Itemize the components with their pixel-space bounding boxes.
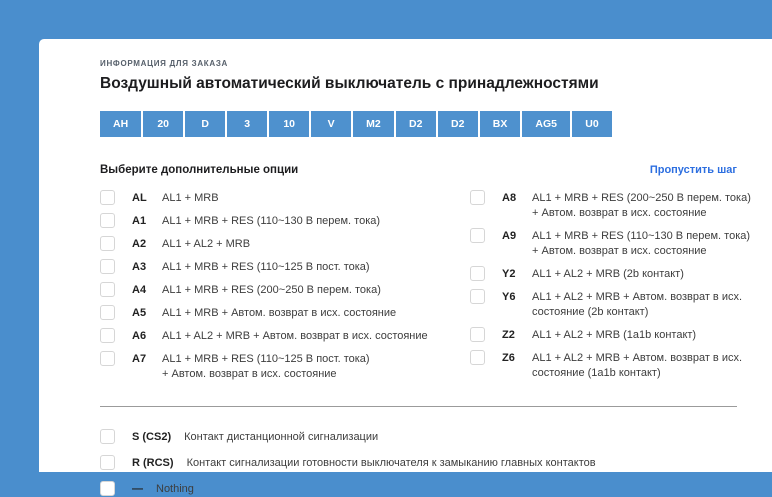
option-checkbox[interactable] — [100, 305, 115, 320]
order-code-token[interactable]: V — [311, 111, 351, 137]
option-description: AL1 + MRB + RES (200~250 В перем. тока) — [162, 284, 381, 296]
option-code: A6 — [132, 330, 147, 342]
eyebrow-label: ИНФОРМАЦИЯ ДЛЯ ЗАКАЗА — [100, 59, 229, 68]
option-code: A9 — [502, 230, 517, 242]
page-title: Воздушный автоматический выключатель с принадлежностями — [100, 75, 599, 92]
option-row — [100, 429, 737, 445]
option-row — [470, 266, 751, 282]
order-code-token[interactable]: 10 — [269, 111, 309, 137]
option-code: — — [132, 483, 143, 495]
option-checkbox[interactable] — [100, 481, 115, 496]
option-row — [100, 455, 737, 471]
option-checkbox[interactable] — [470, 350, 485, 365]
option-checkbox[interactable] — [100, 351, 115, 366]
section-divider — [100, 406, 737, 407]
options-heading: Выберите дополнительные опции — [100, 164, 299, 176]
option-code: A3 — [132, 261, 147, 273]
option-description: AL1 + MRB + RES (110~125 В пост. тока) — [162, 261, 370, 273]
option-code: Z6 — [502, 352, 515, 364]
option-row — [100, 481, 737, 497]
option-description: AL1 + MRB + RES (110~130 В перем. тока) + Автом. возврат в исх. состояние — [532, 230, 751, 257]
option-checkbox[interactable] — [470, 228, 485, 243]
option-checkbox[interactable] — [100, 455, 115, 470]
option-description: AL1 + AL2 + MRB — [162, 238, 251, 250]
option-row — [100, 282, 470, 298]
order-info-card — [39, 39, 772, 495]
option-row — [470, 190, 751, 221]
option-checkbox[interactable] — [100, 236, 115, 251]
option-code: Z2 — [502, 329, 515, 341]
options-grid — [100, 190, 751, 389]
option-checkbox[interactable] — [100, 282, 115, 297]
option-description: AL1 + MRB + RES (110~130 В перем. тока) — [162, 215, 381, 227]
option-description: Nothing — [156, 483, 194, 495]
option-row — [100, 213, 470, 229]
option-checkbox[interactable] — [100, 259, 115, 274]
option-checkbox[interactable] — [100, 213, 115, 228]
option-code: A5 — [132, 307, 147, 319]
option-row — [100, 305, 470, 321]
option-code: Y2 — [502, 268, 516, 280]
option-description: Контакт дистанционной сигнализации — [184, 431, 379, 443]
options-header — [100, 164, 737, 176]
option-code: A7 — [132, 353, 147, 365]
option-row — [100, 351, 470, 382]
option-row — [100, 328, 470, 344]
option-row — [470, 350, 751, 381]
option-row — [470, 289, 751, 320]
option-row — [100, 190, 470, 206]
option-checkbox[interactable] — [470, 289, 485, 304]
option-code: A2 — [132, 238, 147, 250]
order-code-token[interactable]: AG5 — [522, 111, 570, 137]
option-code: A1 — [132, 215, 147, 227]
option-description: AL1 + AL2 + MRB + Автом. возврат в исх. состояние — [162, 330, 428, 342]
order-code-token[interactable]: 3 — [227, 111, 267, 137]
option-code: Y6 — [502, 291, 516, 303]
options-column-left — [100, 190, 470, 389]
option-description: AL1 + MRB + RES (110~125 В пост. тока) + Автом. возврат в исх. состояние — [162, 353, 370, 380]
option-checkbox[interactable] — [470, 190, 485, 205]
options-column-right — [470, 190, 751, 389]
option-row — [470, 228, 751, 259]
option-description: Контакт сигнализации готовности выключателя к замыканию главных контактов — [186, 457, 596, 469]
option-code: AL — [132, 192, 147, 204]
option-description: AL1 + MRB — [162, 192, 219, 204]
option-checkbox[interactable] — [470, 327, 485, 342]
option-checkbox[interactable] — [100, 328, 115, 343]
option-row — [470, 327, 751, 343]
order-code-token[interactable]: M2 — [353, 111, 394, 137]
option-checkbox[interactable] — [470, 266, 485, 281]
order-code-token[interactable]: 20 — [143, 111, 183, 137]
option-description: AL1 + MRB + RES (200~250 В перем. тока) + Автом. возврат в исх. состояние — [532, 192, 751, 219]
order-code-token[interactable]: D2 — [396, 111, 436, 137]
option-code: A8 — [502, 192, 517, 204]
option-description: AL1 + AL2 + MRB (2b контакт) — [532, 268, 684, 280]
option-code: R (RCS) — [132, 457, 174, 469]
order-code-token[interactable]: D2 — [438, 111, 478, 137]
order-code-token[interactable]: U0 — [572, 111, 612, 137]
order-code-tokens — [100, 111, 737, 137]
option-row — [100, 259, 470, 275]
option-checkbox[interactable] — [100, 190, 115, 205]
order-code-token[interactable]: D — [185, 111, 225, 137]
option-checkbox[interactable] — [100, 429, 115, 444]
option-description: AL1 + MRB + Автом. возврат в исх. состояние — [162, 307, 397, 319]
skip-step-link[interactable]: Пропустить шаг — [649, 164, 737, 176]
order-code-token[interactable]: AH — [100, 111, 141, 137]
option-row — [100, 236, 470, 252]
signal-options-group — [100, 429, 737, 497]
option-code: A4 — [132, 284, 147, 296]
option-description: AL1 + AL2 + MRB (1a1b контакт) — [532, 329, 697, 341]
option-description: AL1 + AL2 + MRB + Автом. возврат в исх. состояние (2b контакт) — [532, 291, 743, 318]
option-code: S (CS2) — [132, 431, 172, 443]
order-code-token[interactable]: BX — [480, 111, 521, 137]
option-description: AL1 + AL2 + MRB + Автом. возврат в исх. состояние (1a1b контакт) — [532, 352, 743, 379]
